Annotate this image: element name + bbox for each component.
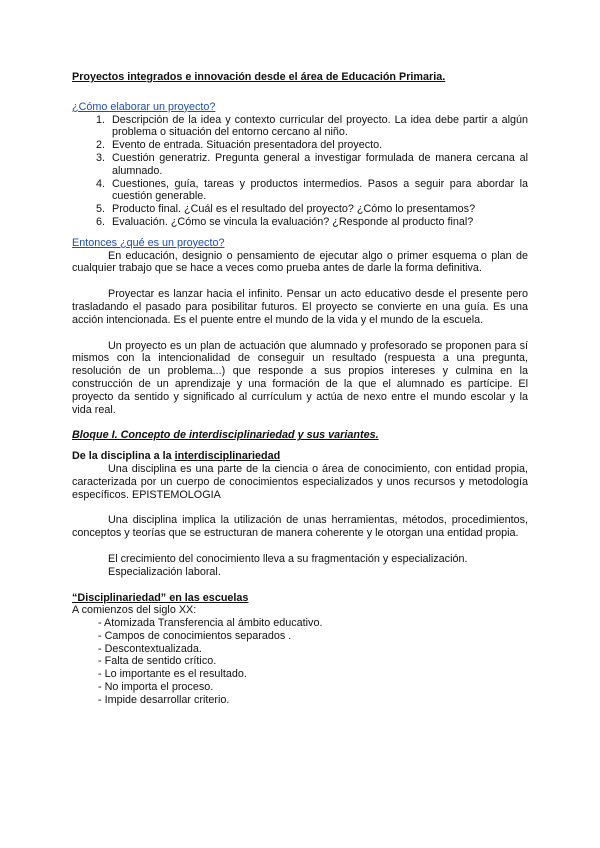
paragraph: El crecimiento del conocimiento lleva a su fragmentación y especialización. (108, 552, 468, 565)
list-item: - Lo importante es el resultado. (98, 668, 528, 681)
heading-part: De la disciplina a la (72, 450, 175, 463)
steps-list (72, 114, 528, 229)
step-item: 5. Producto final. ¿Cuál es el resultado del proyecto? ¿Cómo lo presentamos? (108, 203, 528, 216)
step-item: 3. Cuestión generatriz. Pregunta general a investigar formulada de manera cercana al alumnado. (108, 152, 528, 178)
list-item: - Impide desarrollar criterio. (98, 694, 528, 707)
document-page (72, 66, 528, 707)
step-item: 2. Evento de entrada. Situación presentadora del proyecto. (108, 139, 528, 152)
paragraph: Especialización laboral. (108, 565, 221, 578)
list-item: - Descontextualizada. (98, 643, 528, 656)
list-item: - No importa el proceso. (98, 681, 528, 694)
section-heading-disciplina (72, 450, 528, 463)
section-heading-como-elaborar: ¿Cómo elaborar un proyecto? (72, 100, 216, 113)
step-item: 4. Cuestiones, guía, tareas y productos intermedios. Pasos a seguir para abordar la cuestión generable. (108, 178, 528, 204)
step-item: 6. Evaluación. ¿Cómo se vincula la evaluación? ¿Responde al producto final? (108, 216, 528, 229)
document-title: Proyectos integrados e innovación desde el área de Educación Primaria. (72, 71, 446, 83)
step-item: 1. Descripción de la idea y contexto curricular del proyecto. La idea debe partir a algún problema o situación del entorno cercano al niño. (108, 114, 528, 140)
paragraph: Proyectar es lanzar hacia el infinito. Pensar un acto educativo desde el presente pero trasladando el pasado para posibilitar futuros. El proyecto se convierte en una guía. Es una acción intencionada. Es el puente entre el mundo de la vida y el mundo de la escuela. (72, 288, 528, 326)
list-item: - Falta de sentido crítico. (98, 655, 528, 668)
list-item: - Campos de conocimientos separados . (98, 630, 528, 643)
section-heading-que-es-proyecto: Entonces ¿qué es un proyecto? (72, 236, 225, 249)
section-heading-disciplinariedad: “Disciplinariedad” en las escuelas (72, 591, 249, 604)
heading-part-underlined: interdisciplinariedad (174, 450, 281, 463)
paragraph: Un proyecto es un plan de actuación que alumnado y profesorado se proponen para sí mismos con la intencionalidad de conseguir un resultado (respuesta a una pregunta, resolución de un problema...) que responde a sus propios intereses y culmina en la construcción de un aprendizaje y una formación de la que el alumnado es partícipe. El proyecto da sentido y significado al currículum y actúa de nexo entre el mundo escolar y la vida real. (72, 339, 528, 416)
paragraph: Una disciplina es una parte de la ciencia o área de conocimiento, con entidad propia, caracterizada por un cuerpo de conocimientos especializados y unos recursos y metodología específicos. EPISTEMOLOGIA (72, 462, 528, 501)
list-item: - Atomizada Transferencia al ámbito educativo. (98, 617, 528, 630)
intro-text: A comienzos del siglo XX: (72, 604, 197, 617)
bloque-heading: Bloque I. Concepto de interdisciplinariedad y sus variantes. (72, 429, 379, 442)
characteristics-list (72, 617, 528, 707)
paragraph: En educación, designio o pensamiento de ejecutar algo o primer esquema o plan de cualquier trabajo que se hace a veces como prueba antes de darle la forma definitiva. (72, 249, 528, 275)
paragraph: Una disciplina implica la utilización de unas herramientas, métodos, procedimientos, conceptos y teorías que se estructuran de manera coherente y le otorgan una entidad propia. (72, 514, 528, 540)
